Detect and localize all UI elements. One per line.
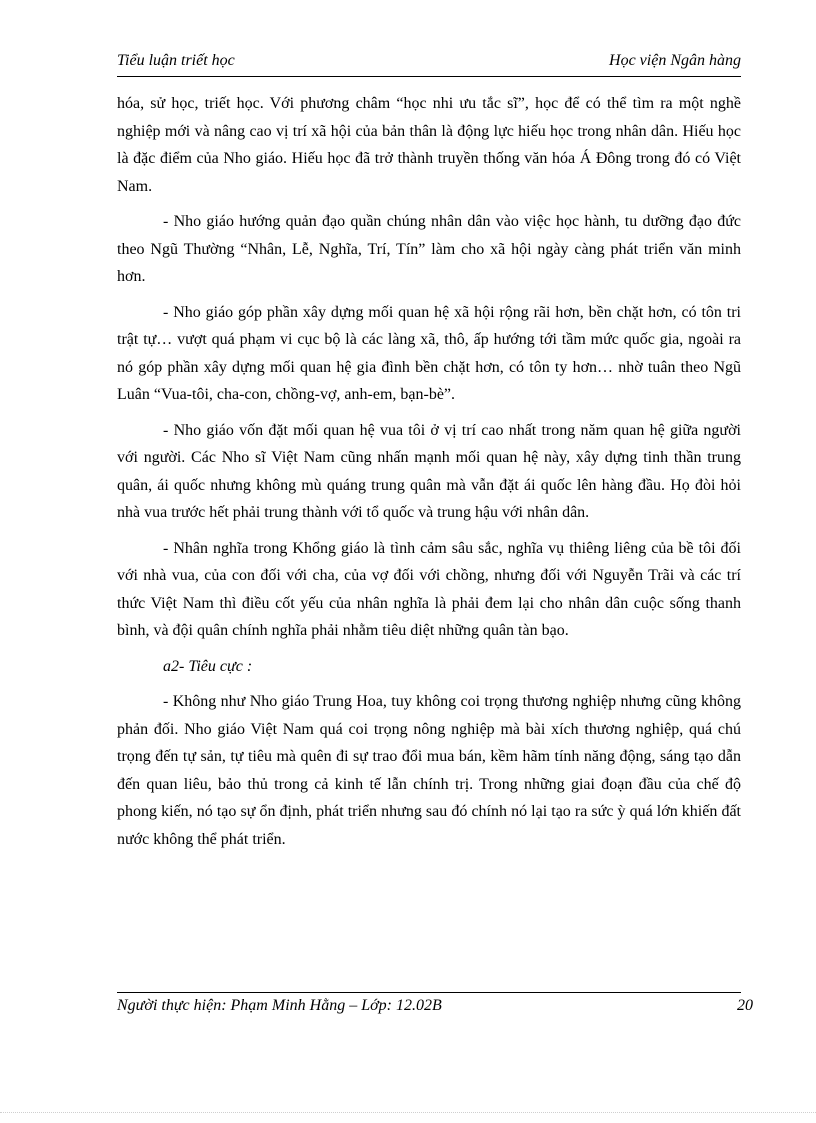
section-heading-negative: a2- Tiêu cực : [163, 657, 253, 675]
page-bottom-edge [0, 1112, 816, 1113]
page-header [117, 50, 741, 77]
paragraph-continuation: hóa, sử học, triết học. Với phương châm “học nhi ưu tắc sĩ”, học để có thể tìm ra một nghề nghiệp mới và nâng cao vị trí xã hội của bản thân là động lực hiếu học trong nhân dân. Hiếu học là đặc điểm của Nho giáo. Hiếu học đã trở thành truyền thống văn hóa Á Đông trong đó có Việt Nam. [117, 95, 741, 195]
paragraph-king-subject: - Nho giáo vốn đặt mối quan hệ vua tôi ở vị trí cao nhất trong năm quan hệ giữa người với người. Các Nho sĩ Việt Nam cũng nhấn mạnh mối quan hệ này, xây dựng tinh thần trung quân, ái quốc nhưng không mù quáng trung quân mà vẫn đặt ái quốc lên hàng đầu. Họ đòi hỏi nhà vua trước hết phải trung thành với tổ quốc và trung hậu với nhân dân. [117, 421, 741, 521]
document-body [117, 90, 741, 861]
header-institution: Học viện Ngân hàng [609, 52, 741, 69]
paragraph-nhan-nghia: - Nhân nghĩa trong Khổng giáo là tình cảm sâu sắc, nghĩa vụ thiêng liêng của bề tôi đối với nhà vua, của con đối với cha, của vợ đối với chồng, nhưng đối với Nguyễn Trãi và các trí thức Việt Nam thì điều cốt yếu của nhân nghĩa là phải đem lại cho nhân dân cuộc sống thanh bình, và đội quân chính nghĩa phải nhằm tiêu diệt những quân tàn bạo. [117, 539, 741, 639]
page-footer [117, 992, 753, 1023]
page-number: 20 [737, 997, 753, 1014]
header-document-title: Tiểu luận triết học [117, 52, 235, 69]
paragraph-social-relations: - Nho giáo góp phần xây dựng mối quan hệ xã hội rộng rãi hơn, bền chặt hơn, có tôn tri trật tự… vượt quá phạm vi cục bộ là các làng xã, thô, ấp hướng tới tầm mức quốc gia, ngoài ra nó góp phần xây dựng mối quan hệ gia đình bền chặt hơn, có tôn ty hơn… nhờ tuân theo Ngũ Luân “Vua-tôi, cha-con, chồng-vợ, anh-em, bạn-bè”. [117, 303, 741, 403]
footer-author: Người thực hiện: Phạm Minh Hằng – Lớp: 12.02B [117, 997, 442, 1014]
paragraph-ngu-thuong: - Nho giáo hướng quản đạo quần chúng nhân dân vào việc học hành, tu dưỡng đạo đức theo Ngũ Thường “Nhân, Lễ, Nghĩa, Trí, Tín” làm cho xã hội ngày càng phát triển văn minh hơn. [117, 213, 741, 285]
paragraph-commerce: - Không như Nho giáo Trung Hoa, tuy không coi trọng thương nghiệp nhưng cũng không phản đối. Nho giáo Việt Nam quá coi trọng nông nghiệp mà bài xích thương nghiệp, quá chú trọng đến tự sản, tự tiêu mà quên đi sự trao đổi mua bán, kềm hãm tính năng động, sáng tạo dẫn đến quan liêu, bảo thủ trong cả kinh tế lẫn chính trị. Trong những giai đoạn đầu của chế độ phong kiến, nó tạo sự ổn định, phát triển nhưng sau đó chính nó lại tạo ra sức ỳ quá lớn khiến đất nước không thể phát triển. [117, 693, 741, 848]
